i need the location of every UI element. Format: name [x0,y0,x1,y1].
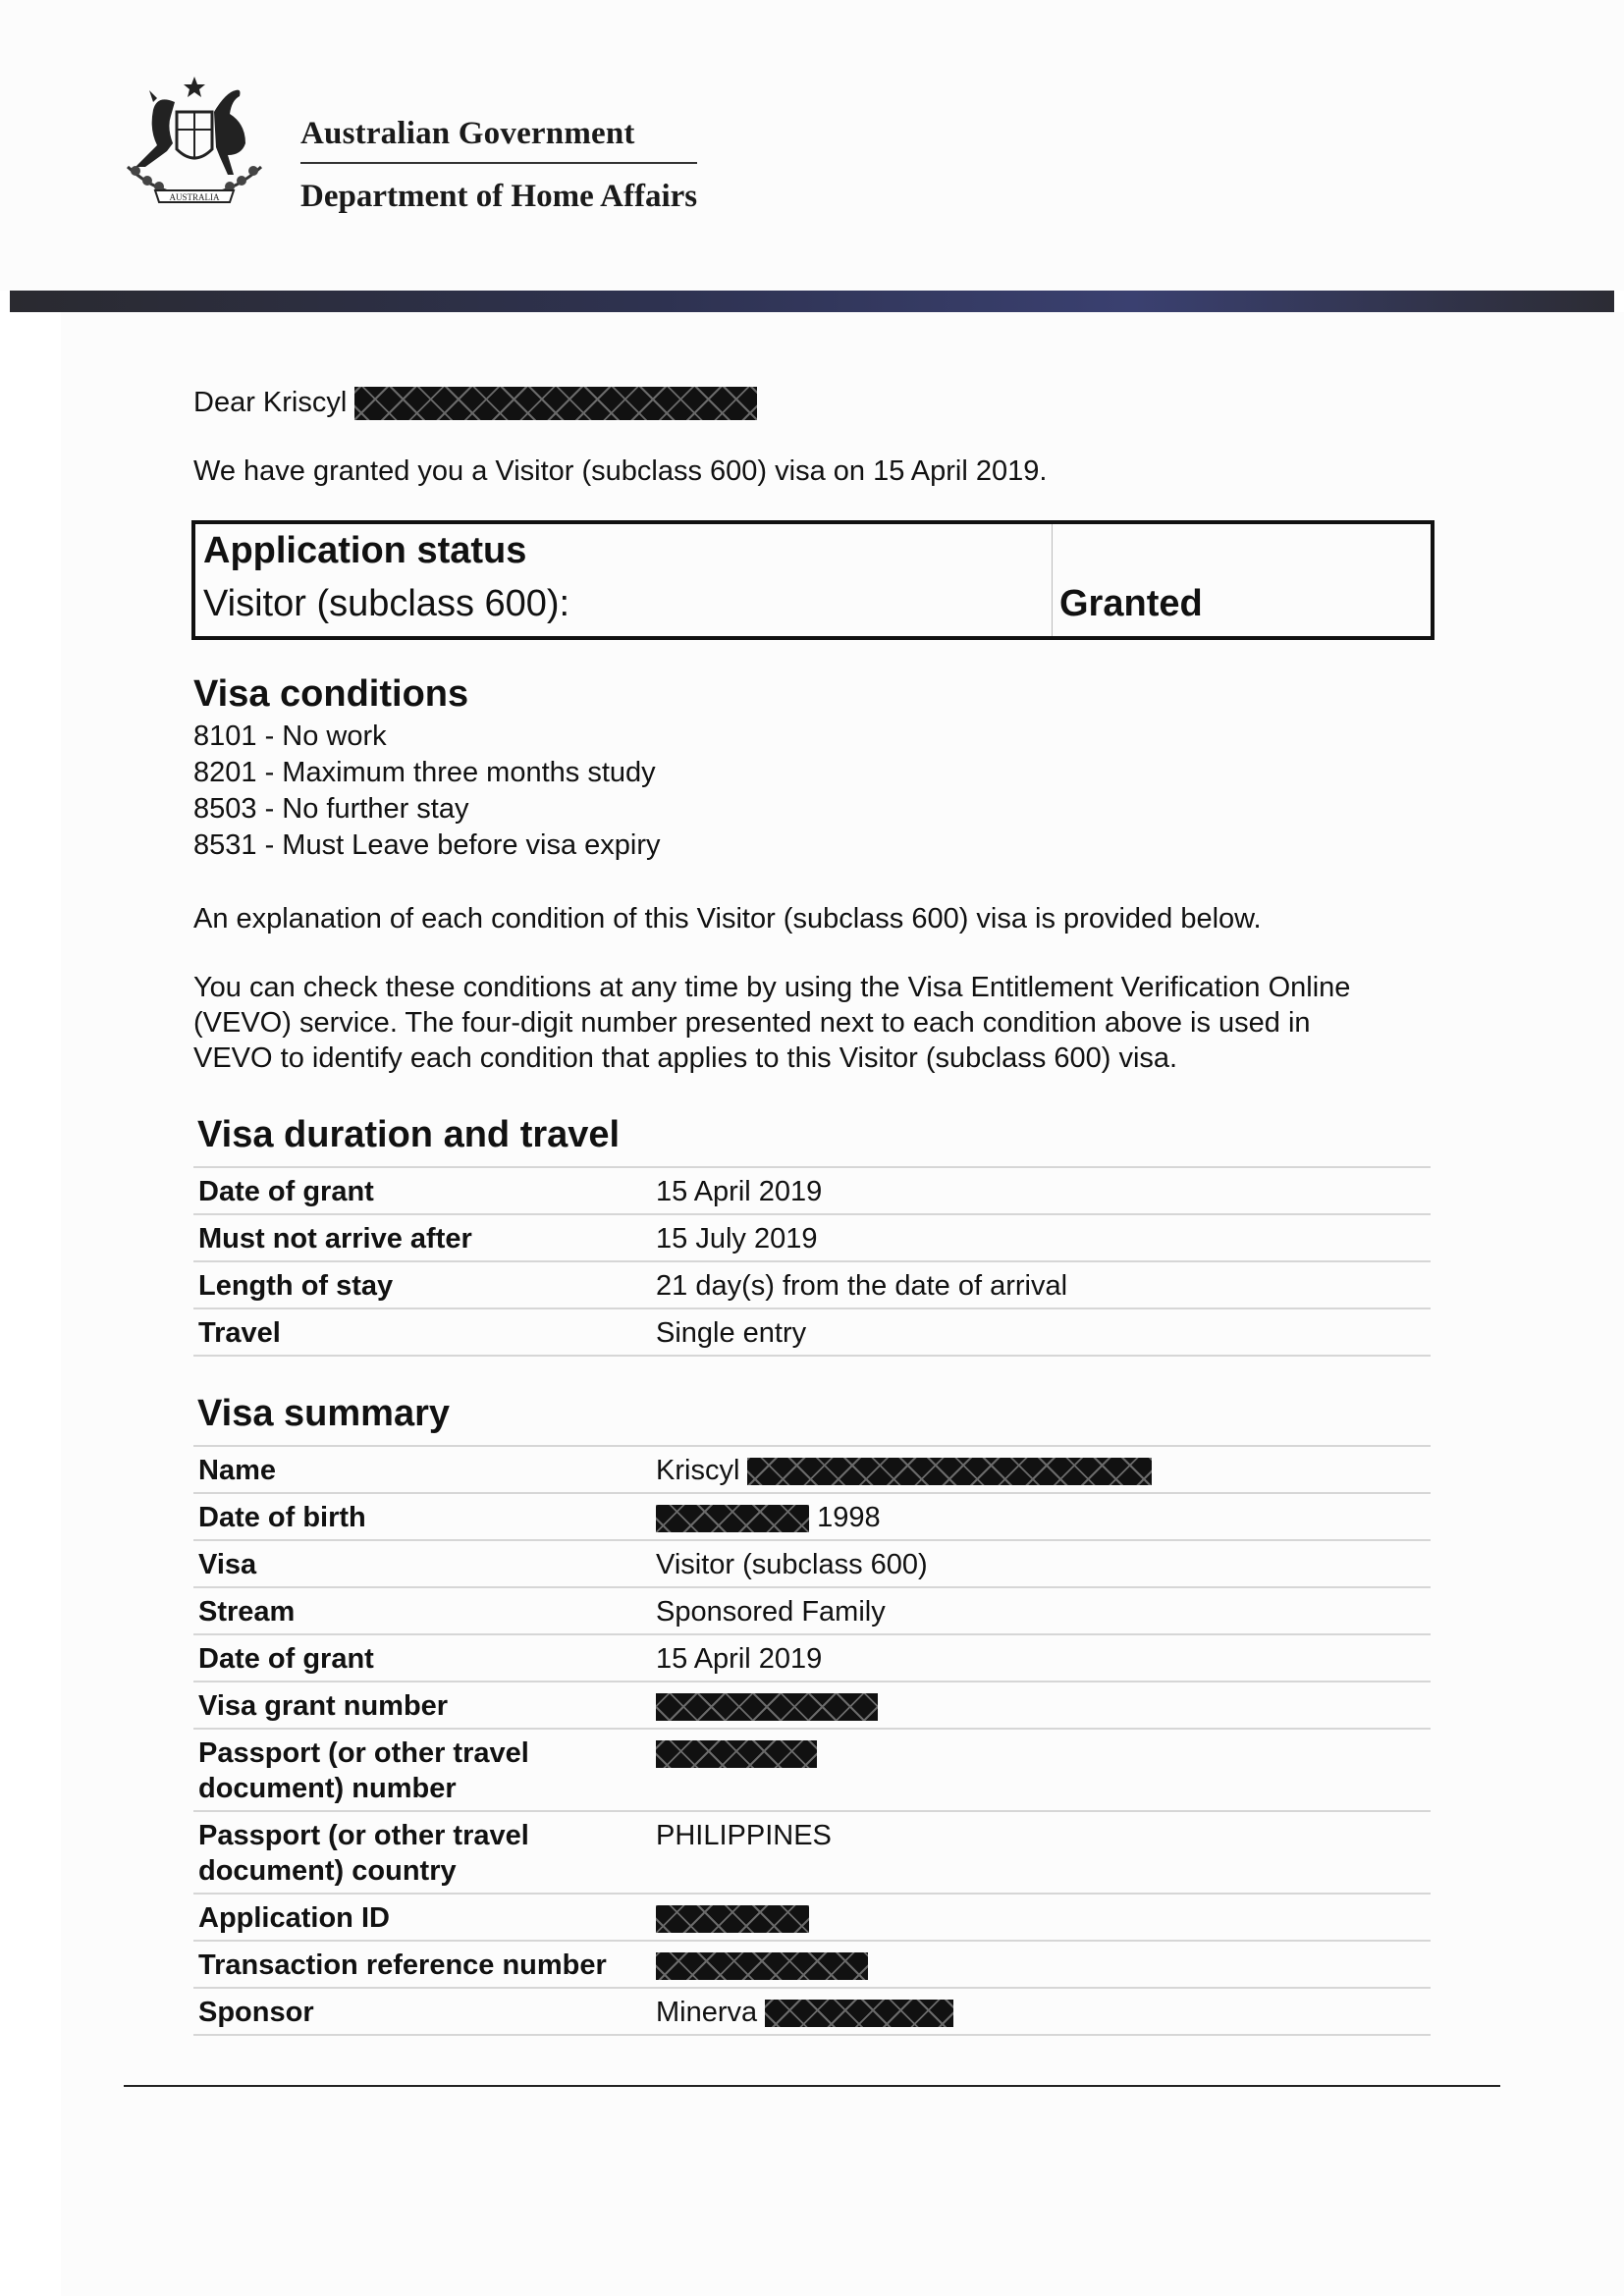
coat-of-arms-icon [98,73,291,220]
row-label: Application ID [198,1902,390,1934]
government-name: Australian Government [300,116,635,151]
visa-conditions-heading: Visa conditions [193,673,469,715]
condition-item: 8531 - Must Leave before visa expiry [193,829,661,861]
row-label: Name [198,1455,276,1486]
row-label: Travel [198,1317,281,1349]
label-line: Passport (or other travel [198,1820,529,1851]
row-label: Visa [198,1549,257,1580]
condition-item: 8201 - Maximum three months study [193,757,656,788]
row-label: Sponsor [198,1997,314,2028]
dob-year: 1998 [817,1502,881,1533]
row-value [656,1995,953,2030]
table-row [193,1492,1431,1539]
status-visa-label: Visitor (subclass 600): [203,583,570,624]
application-status-box [191,520,1435,640]
footer-divider [124,2085,1500,2087]
redacted-transaction-number [656,1952,868,1980]
status-divider [1052,524,1053,636]
duration-heading: Visa duration and travel [197,1114,621,1155]
vevo-paragraph [193,970,1350,1076]
label-line: Passport (or other travel [198,1737,529,1769]
row-value [656,1500,881,1535]
salutation-text: Dear Kriscyl [193,387,348,418]
row-value [656,1900,809,1936]
summary-heading: Visa summary [197,1393,451,1434]
table-row [193,1728,1431,1810]
row-label: Date of grant [198,1643,374,1675]
table-row [193,1940,1431,1987]
row-label: Stream [198,1596,296,1628]
redacted-surname [747,1458,1152,1485]
table-row [193,1633,1431,1681]
row-label [193,1735,656,1806]
row-label: Length of stay [198,1270,394,1302]
row-value: Visitor (subclass 600) [656,1549,928,1580]
row-value: Single entry [656,1317,807,1349]
vevo-line: VEVO to identify each condition that applies to this Visitor (subclass 600) visa. [193,1042,1178,1074]
table-row [193,1987,1431,2036]
row-label: Must not arrive after [198,1223,472,1255]
row-label: Transaction reference number [198,1949,607,1981]
letterhead-divider [300,162,697,164]
label-line: document) country [198,1855,457,1887]
redacted-surname [354,387,757,420]
sponsor-value: Minerva [656,1997,758,2028]
vevo-line: You can check these conditions at any time by using the Visa Entitlement Verification Online [193,972,1351,1003]
redacted-grant-number [656,1693,878,1721]
table-row [193,1308,1431,1357]
redacted-application-id [656,1905,809,1933]
table-row [193,1539,1431,1586]
redacted-sponsor-surname [765,2000,953,2027]
row-value [656,1735,817,1771]
department-name: Department of Home Affairs [300,179,698,214]
row-label: Date of grant [198,1176,374,1207]
table-row [193,1810,1431,1893]
salutation [193,385,757,420]
svg-text:AUSTRALIA: AUSTRALIA [169,192,220,202]
row-value [656,1688,878,1724]
row-label: Date of birth [198,1502,366,1533]
table-row [193,1893,1431,1940]
condition-item: 8101 - No work [193,721,387,752]
label-line: document) number [198,1773,457,1804]
summary-table [193,1445,1431,2036]
duration-table [193,1166,1431,1357]
table-row [193,1166,1431,1213]
table-row [193,1445,1431,1492]
table-row [193,1586,1431,1633]
row-label: Visa grant number [198,1690,449,1722]
visa-conditions-list [193,719,661,864]
redacted-passport-number [656,1740,817,1768]
row-value: 15 April 2019 [656,1176,823,1207]
letterhead [0,0,1624,291]
row-value: 15 July 2019 [656,1223,818,1255]
conditions-explanation: An explanation of each condition of this Visitor (subclass 600) visa is provided below. [193,903,1262,934]
table-row [193,1681,1431,1728]
row-value [656,1948,868,1983]
redacted-birth-date [656,1505,809,1532]
vevo-line: (VEVO) service. The four-digit number presented next to each condition above is used in [193,1007,1311,1039]
status-title: Application status [203,530,527,571]
row-value: PHILIPPINES [656,1820,832,1851]
grant-statement: We have granted you a Visitor (subclass 600) visa on 15 April 2019. [193,455,1048,487]
table-row [193,1260,1431,1308]
row-value: Sponsored Family [656,1596,886,1628]
row-value: 21 day(s) from the date of arrival [656,1270,1068,1302]
status-value: Granted [1059,583,1203,624]
row-value [656,1453,1152,1488]
name-value: Kriscyl [656,1455,740,1486]
header-banner [10,291,1614,312]
condition-item: 8503 - No further stay [193,793,469,825]
table-row [193,1213,1431,1260]
row-label [193,1818,656,1889]
row-value: 15 April 2019 [656,1643,823,1675]
